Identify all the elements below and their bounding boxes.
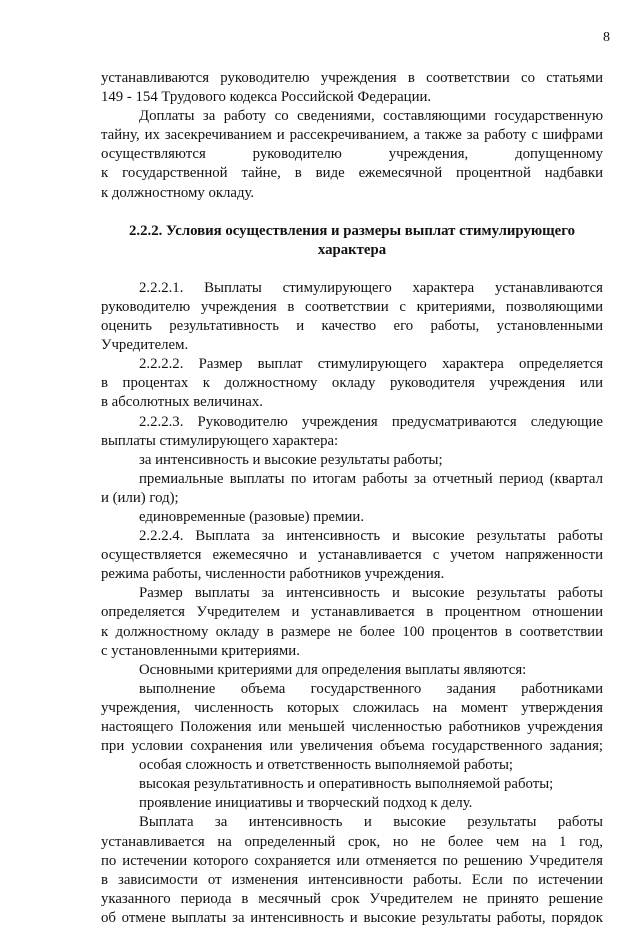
text-line: Основными критериями для определения выплаты являются:: [139, 661, 527, 678]
text-line: с установленными критериями.: [101, 642, 300, 659]
text-line: 2.2.2.1. Выплаты стимулирующего характера устанавливаются: [139, 279, 603, 296]
section-heading: 2.2.2. Условия осуществления и размеры выплат стимулирующего: [129, 222, 575, 239]
text-line: особая сложность и ответственность выполняемой работы;: [139, 757, 514, 774]
text-line: об отмене выплаты за интенсивность и высокие результаты работы, порядок: [101, 909, 603, 926]
text-line: Выплата за интенсивность и высокие результаты работы: [139, 814, 603, 831]
text-line: по истечении которого сохраняется или отменяется по решению Учредителя: [101, 852, 603, 869]
document-body: [101, 69, 603, 928]
text-line: 2.2.2.4. Выплата за интенсивность и высокие результаты работы: [139, 528, 603, 545]
text-line: устанавливается на определенный срок, но не более чем на 1 год,: [101, 833, 603, 850]
text-line: Доплаты за работу со сведениями, составляющими государственную: [139, 108, 603, 125]
page-number: 8: [603, 30, 610, 45]
text-line: к должностному окладу в размере не более 100 процентов в соответствии: [101, 623, 603, 640]
text-line: настоящего Положения или меньшей численностью работников учреждения: [101, 719, 603, 735]
text-line: учреждения, численность которых сложилась на момент утверждения: [101, 699, 603, 716]
text-line: оценить результативность и качество его работы, установленными: [101, 318, 603, 335]
text-line: осуществляется ежемесячно и устанавливается с учетом напряженности: [101, 547, 603, 564]
text-line: 2.2.2.2. Размер выплат стимулирующего характера определяется: [139, 356, 603, 373]
text-line: выплаты стимулирующего характера:: [101, 432, 339, 449]
text-line: и (или) год);: [101, 489, 179, 506]
section-heading: характера: [317, 241, 387, 258]
text-line: режима работы, численности работников учреждения.: [101, 566, 445, 583]
text-line: осуществляются руководителю учреждения, допущенному: [101, 146, 603, 163]
text-line: единовременные (разовые) премии.: [139, 508, 365, 525]
text-line: определяется Учредителем и устанавливается в процентном отношении: [101, 604, 603, 621]
text-line: при условии сохранения или увеличения объема государственного задания;: [101, 738, 603, 755]
text-line: тайну, их засекречиванием и рассекречиванием, а также за работу с шифрами: [101, 127, 603, 144]
text-line: выполнение объема государственного задания работниками: [139, 680, 603, 697]
text-line: в процентах к должностному окладу руководителя учреждения или: [101, 375, 603, 392]
text-line: 2.2.2.3. Руководителю учреждения предусматриваются следующие: [139, 413, 603, 430]
text-line: к государственной тайне, в виде ежемесячной процентной надбавки: [101, 165, 603, 182]
text-line: Учредителем.: [101, 337, 189, 354]
text-line: высокая результативность и оперативность выполняемой работы;: [139, 776, 554, 793]
text-line: в абсолютных величинах.: [101, 394, 263, 411]
text-line: устанавливаются руководителю учреждения в соответствии со статьями: [101, 70, 603, 86]
text-line: премиальные выплаты по итогам работы за отчетный период (квартал: [139, 470, 603, 487]
text-line: за интенсивность и высокие результаты работы;: [139, 451, 443, 468]
text-line: к должностному окладу.: [101, 184, 255, 201]
text-line: проявление инициативы и творческий подход к делу.: [139, 795, 473, 812]
text-line: руководителю учреждения в соответствии с критериями, позволяющими: [101, 298, 603, 315]
text-line: Размер выплаты за интенсивность и высокие результаты работы: [139, 585, 603, 602]
text-line: указанного периода в месячный срок Учредителем не принято решение: [101, 890, 603, 907]
text-line: в зависимости от изменения интенсивности работы. Если по истечении: [101, 871, 603, 888]
text-line: 149 - 154 Трудового кодекса Российской Федерации.: [101, 89, 432, 106]
